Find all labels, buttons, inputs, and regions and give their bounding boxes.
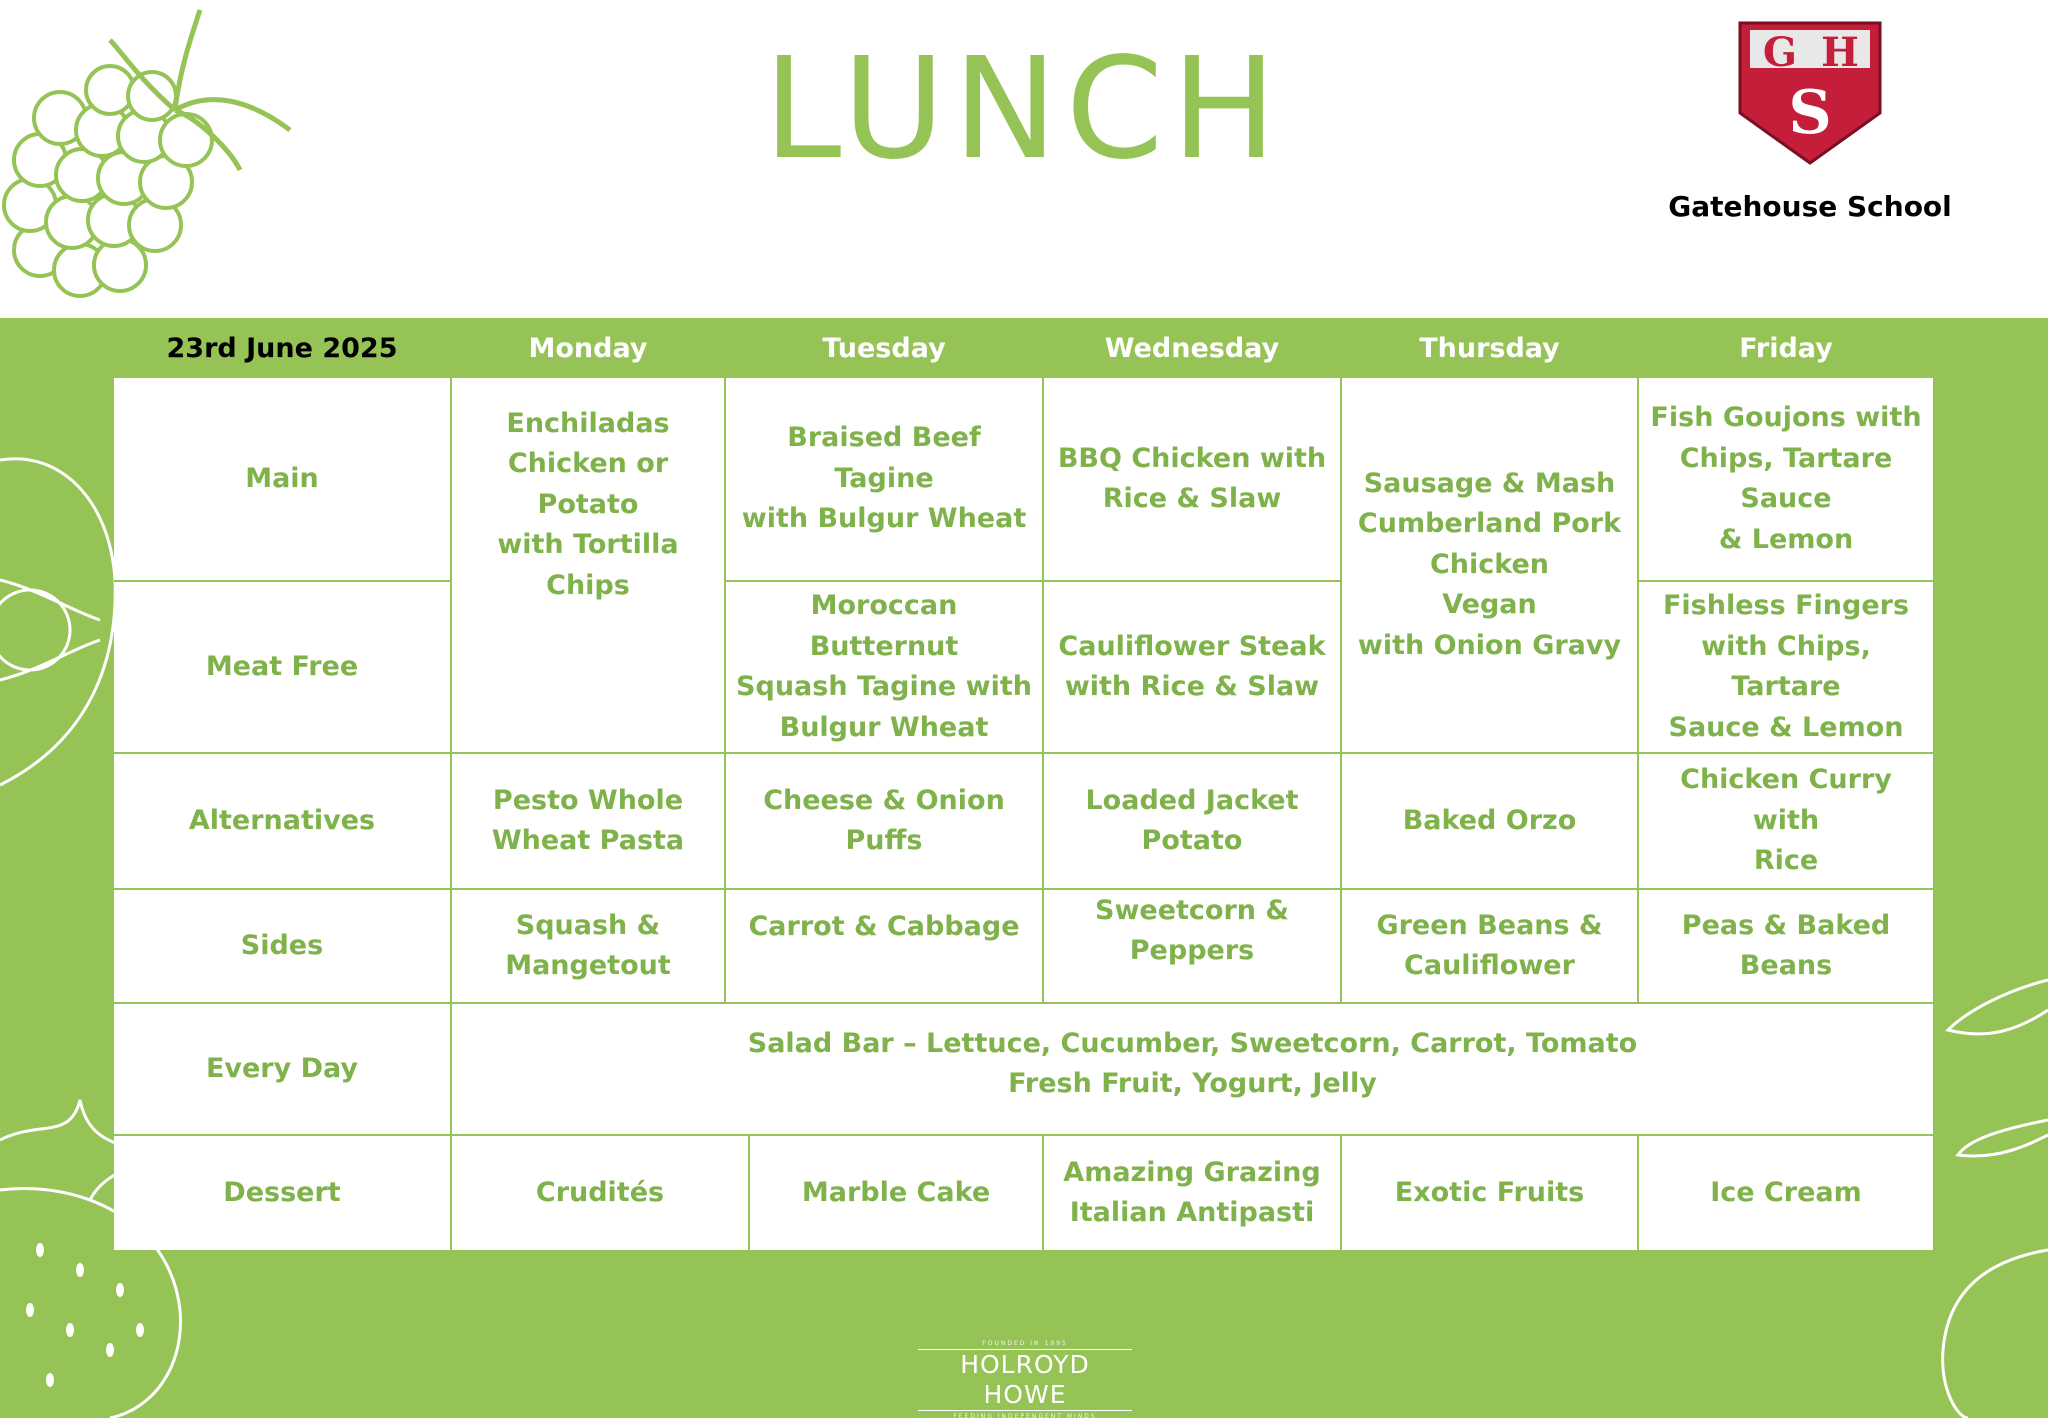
footer-tagline-top: FOUNDED IN 1995 <box>982 1340 1068 1347</box>
day-wednesday: Wednesday <box>1104 333 1280 364</box>
table-header <box>0 318 2048 380</box>
wednesday-main: BBQ Chicken with Rice & Slaw <box>1044 378 1340 580</box>
wednesday-sides: Sweetcorn & Peppers <box>1044 890 1340 1002</box>
footer-tagline-bottom: FEEDING INDEPENDENT MINDS <box>953 1413 1097 1420</box>
tuesday-alternative: Cheese & Onion Puffs <box>726 754 1042 888</box>
svg-text:S: S <box>1788 78 1832 148</box>
week-date: 23rd June 2025 <box>166 333 398 364</box>
row-label-every-day: Every Day <box>114 1004 450 1134</box>
tuesday-dessert: Marble Cake <box>750 1136 1042 1250</box>
footer-brand: HOLROYD HOWE <box>918 1349 1132 1411</box>
svg-text:G: G <box>1762 29 1798 76</box>
wednesday-dessert: Amazing Grazing Italian Antipasti <box>1044 1136 1340 1250</box>
svg-text:H: H <box>1821 29 1859 76</box>
tuesday-main: Braised Beef Tagine with Bulgur Wheat <box>726 378 1042 580</box>
school-name: Gatehouse School <box>1668 190 1952 223</box>
day-thursday: Thursday <box>1419 333 1560 364</box>
friday-sides: Peas & Baked Beans <box>1639 890 1933 1002</box>
friday-meat-free: Fishless Fingers with Chips, Tartare Sauce & Lemon <box>1639 582 1933 752</box>
monday-main-meatfree: Enchiladas Chicken or Potato with Tortilla Chips <box>452 378 724 752</box>
thursday-main-meatfree: Sausage & Mash Cumberland Pork Chicken Vegan with Onion Gravy <box>1342 378 1637 752</box>
menu-table <box>114 378 1933 1250</box>
fruit-sketch-left <box>0 440 120 800</box>
row-label-main: Main <box>114 378 450 580</box>
every-day-items: Salad Bar – Lettuce, Cucumber, Sweetcorn, Carrot, Tomato Fresh Fruit, Yogurt, Jelly <box>452 1004 1933 1134</box>
row-label-meat-free: Meat Free <box>114 582 450 752</box>
thursday-alternative: Baked Orzo <box>1342 754 1637 888</box>
friday-dessert: Ice Cream <box>1639 1136 1933 1250</box>
monday-dessert: Crudités <box>452 1136 748 1250</box>
row-label-sides: Sides <box>114 890 450 1002</box>
row-label-alternatives: Alternatives <box>114 754 450 888</box>
wednesday-meat-free: Cauliflower Steak with Rice & Slaw <box>1044 582 1340 752</box>
row-label-dessert: Dessert <box>114 1136 450 1250</box>
wednesday-alternative: Loaded Jacket Potato <box>1044 754 1340 888</box>
day-monday: Monday <box>528 333 648 364</box>
holroyd-howe-logo <box>910 1340 1140 1420</box>
day-tuesday: Tuesday <box>822 333 946 364</box>
tuesday-sides: Carrot & Cabbage <box>726 890 1042 1002</box>
page-title: LUNCH <box>763 28 1285 191</box>
friday-main: Fish Goujons with Chips, Tartare Sauce & Lemon <box>1639 378 1933 580</box>
thursday-dessert: Exotic Fruits <box>1342 1136 1637 1250</box>
school-crest-logo <box>1730 18 1890 168</box>
monday-alternative: Pesto Whole Wheat Pasta <box>452 754 724 888</box>
day-friday: Friday <box>1739 333 1833 364</box>
thursday-sides: Green Beans & Cauliflower <box>1342 890 1637 1002</box>
tuesday-meat-free: Moroccan Butternut Squash Tagine with Bulgur Wheat <box>726 582 1042 752</box>
monday-sides: Squash & Mangetout <box>452 890 724 1002</box>
friday-alternative: Chicken Curry with Rice <box>1639 754 1933 888</box>
apple-sketch-right <box>1928 970 2048 1418</box>
